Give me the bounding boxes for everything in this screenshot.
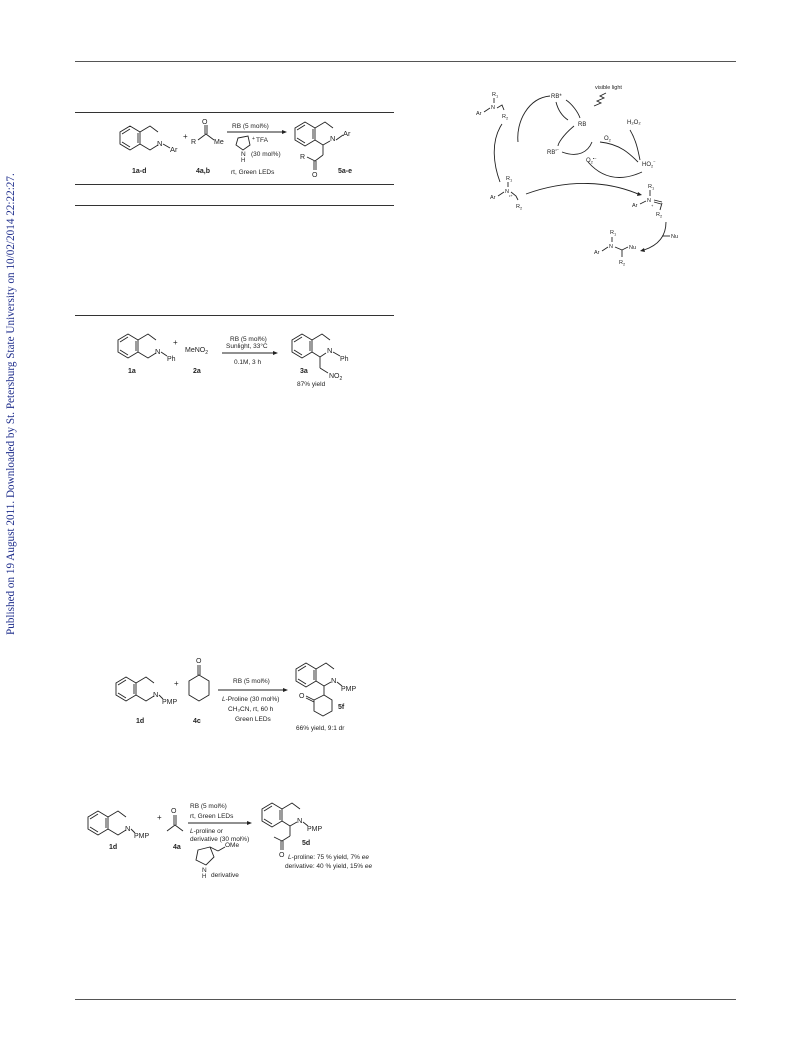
cond-h: H: [241, 158, 246, 164]
n-5d: N: [297, 816, 303, 825]
rc-r2: $R_2$: [516, 204, 523, 211]
im-r2: $R_2$: [656, 212, 663, 219]
o-5d: O: [279, 852, 285, 859]
catalytic-cycle-arrows: [494, 96, 642, 182]
cond-cat: (30 mol%): [251, 151, 281, 158]
cond-n: N: [241, 151, 246, 158]
ph-3a: Ph: [340, 356, 349, 363]
amine-ar: Ar: [476, 111, 482, 117]
label-1a: 1a: [128, 368, 136, 375]
thiq-1d-structure-2: [88, 811, 126, 835]
rc-ar: Ar: [490, 195, 496, 201]
amine-r2: $R_2$: [502, 114, 509, 121]
prod-r1: $R_1$: [610, 230, 617, 237]
rb-star: RB*: [551, 94, 562, 100]
acetone-structure: [167, 815, 183, 831]
rb-radical-anion: RB•−: [547, 147, 560, 156]
cond-light: rt, Green LEDs: [231, 169, 275, 176]
cyclohexanone-structure: [189, 665, 209, 701]
cond-rb: RB (5 mol%): [232, 123, 269, 130]
pmp-5f: PMP: [341, 686, 357, 693]
reactant-ar: Ar: [170, 145, 178, 154]
cat-n: N: [202, 867, 207, 874]
cat-label: derivative: [211, 872, 239, 879]
pmp-1d: PMP: [162, 699, 178, 706]
amine-n: N: [491, 105, 495, 111]
o-4c: O: [196, 658, 202, 665]
table-mid-rule: [75, 205, 394, 206]
meno2: MeNO$_2$: [185, 347, 209, 356]
ketone-o: O: [202, 119, 208, 126]
h2o2: H₂O₂: [627, 120, 641, 126]
plus-nitro: +: [173, 338, 178, 347]
product-structure: [295, 122, 336, 170]
product-n: N: [330, 134, 336, 143]
cyclo-cond-4: Green LEDs: [235, 716, 271, 723]
ph-1a: Ph: [167, 356, 176, 363]
result-1: L-proline: 75 % yield, 7% ee: [288, 854, 369, 861]
download-stamp: [2, 173, 20, 635]
plus-sign: +: [183, 132, 188, 141]
rb: RB: [578, 122, 587, 128]
label-1a-d: 1a-d: [132, 168, 147, 175]
rc-charge: •+: [509, 193, 513, 198]
n-1a: N: [155, 347, 161, 356]
label-5f: 5f: [338, 704, 345, 711]
table-bottom-rule: [75, 315, 394, 316]
n-3a: N: [327, 346, 333, 355]
im-charge: +: [651, 203, 654, 208]
thiq-1d-structure: [116, 677, 154, 701]
rc-n: N: [505, 189, 509, 195]
o-4a: O: [171, 808, 177, 815]
scheme-cyclohexanone: [110, 655, 400, 750]
reactant-n: N: [157, 139, 163, 148]
visible-light: visible light: [595, 85, 622, 91]
table-top-rule: [75, 112, 394, 113]
no2-3a: $NO_2$: [329, 373, 343, 382]
product-o: O: [312, 172, 318, 179]
product-3a-structure: [292, 334, 333, 373]
amine-r1: $R_1$: [492, 92, 499, 99]
cond-tfa: TFA: [256, 137, 268, 144]
cat-h: H: [202, 874, 207, 880]
rc-r1: $R_1$: [506, 176, 513, 183]
superoxide: $O_2^{•-}$: [586, 155, 597, 165]
scheme-table-reaction: [110, 114, 400, 180]
n-1d-b: N: [125, 824, 131, 833]
ketone-me: Me: [214, 139, 224, 146]
product-r: R: [300, 154, 306, 161]
prolinol-catalyst: [196, 847, 225, 865]
product-5d-structure: [262, 803, 303, 850]
im-r1: $R_1$: [648, 184, 655, 191]
plus-cyclo: +: [174, 679, 179, 688]
o-5f: O: [299, 693, 305, 700]
im-ar: Ar: [632, 203, 638, 209]
acetone-cond-1: RB (5 mol%): [190, 803, 227, 810]
n-5f: N: [331, 676, 337, 685]
prod-nu: Nu: [629, 245, 637, 251]
o2: $O_2$: [604, 136, 611, 143]
label-1d: 1d: [136, 718, 145, 725]
pyrrolidine-catalyst: [236, 136, 250, 150]
label-4a: 4a: [173, 844, 181, 851]
mechanism-scheme: [470, 82, 690, 272]
im-n: N: [647, 198, 651, 204]
n-1d: N: [153, 690, 159, 699]
nitro-cond-3: 0.1M, 3 h: [234, 359, 262, 366]
download-stamp-text: Published on 19 August 2011. Downloaded by St. Petersburg State University on 10/02/2014 22:22:27.: [5, 173, 17, 635]
scheme-nitromethane: [110, 322, 400, 392]
pmp-5d: PMP: [307, 826, 323, 833]
label-5d: 5d: [302, 840, 311, 847]
nu-reagent: Nu: [671, 234, 679, 240]
plus-acetone: +: [157, 813, 162, 822]
label-3a: 3a: [300, 368, 308, 375]
label-1d-b: 1d: [109, 844, 118, 851]
result-2: derivative: 40 % yield, 15% ee: [285, 863, 373, 870]
cyclo-yield: 66% yield, 9:1 dr: [296, 725, 345, 732]
label-5a-e: 5a-e: [338, 168, 353, 175]
nitro-cond-1: RB (5 mol%): [230, 336, 267, 343]
header-rule: [75, 61, 736, 62]
cyclo-cond-3: CH₃CN, rt, 60 h: [228, 706, 274, 713]
product-ar: Ar: [343, 129, 351, 138]
prod-ar: Ar: [594, 250, 600, 256]
ketone-structure: [198, 125, 214, 140]
prod-n: N: [609, 244, 613, 250]
label-4c: 4c: [193, 718, 201, 725]
thiq-1a-structure: [118, 334, 156, 358]
ketone-r: R: [191, 139, 197, 146]
scheme-acetone: [80, 797, 390, 882]
prod-r2: $R_2$: [619, 260, 626, 267]
pmp-1d-b: PMP: [134, 833, 150, 840]
thiq-reactant-structure: [120, 126, 158, 150]
label-4ab: 4a,b: [196, 168, 211, 175]
cat-ome: OMe: [225, 842, 240, 849]
nitro-yield: 87% yield: [297, 381, 326, 388]
product-5f-structure: [296, 663, 337, 716]
cond-plus: +: [252, 136, 255, 142]
nitro-cond-2: Sunlight, 33°C: [226, 343, 268, 350]
table-header-rule: [75, 184, 394, 185]
acetone-cond-3: L-proline or: [190, 828, 223, 835]
acetone-cond-2: rt, Green LEDs: [190, 813, 234, 820]
cyclo-cond-1: RB (5 mol%): [233, 678, 270, 685]
hydroperoxide: $HO_2^-$: [642, 158, 656, 169]
acetone-cond-4: derivative (30 mol%): [190, 836, 250, 843]
footer-rule: [75, 999, 736, 1000]
cyclo-cond-2: L-Proline (30 mol%): [222, 696, 280, 703]
label-2a: 2a: [193, 368, 201, 375]
